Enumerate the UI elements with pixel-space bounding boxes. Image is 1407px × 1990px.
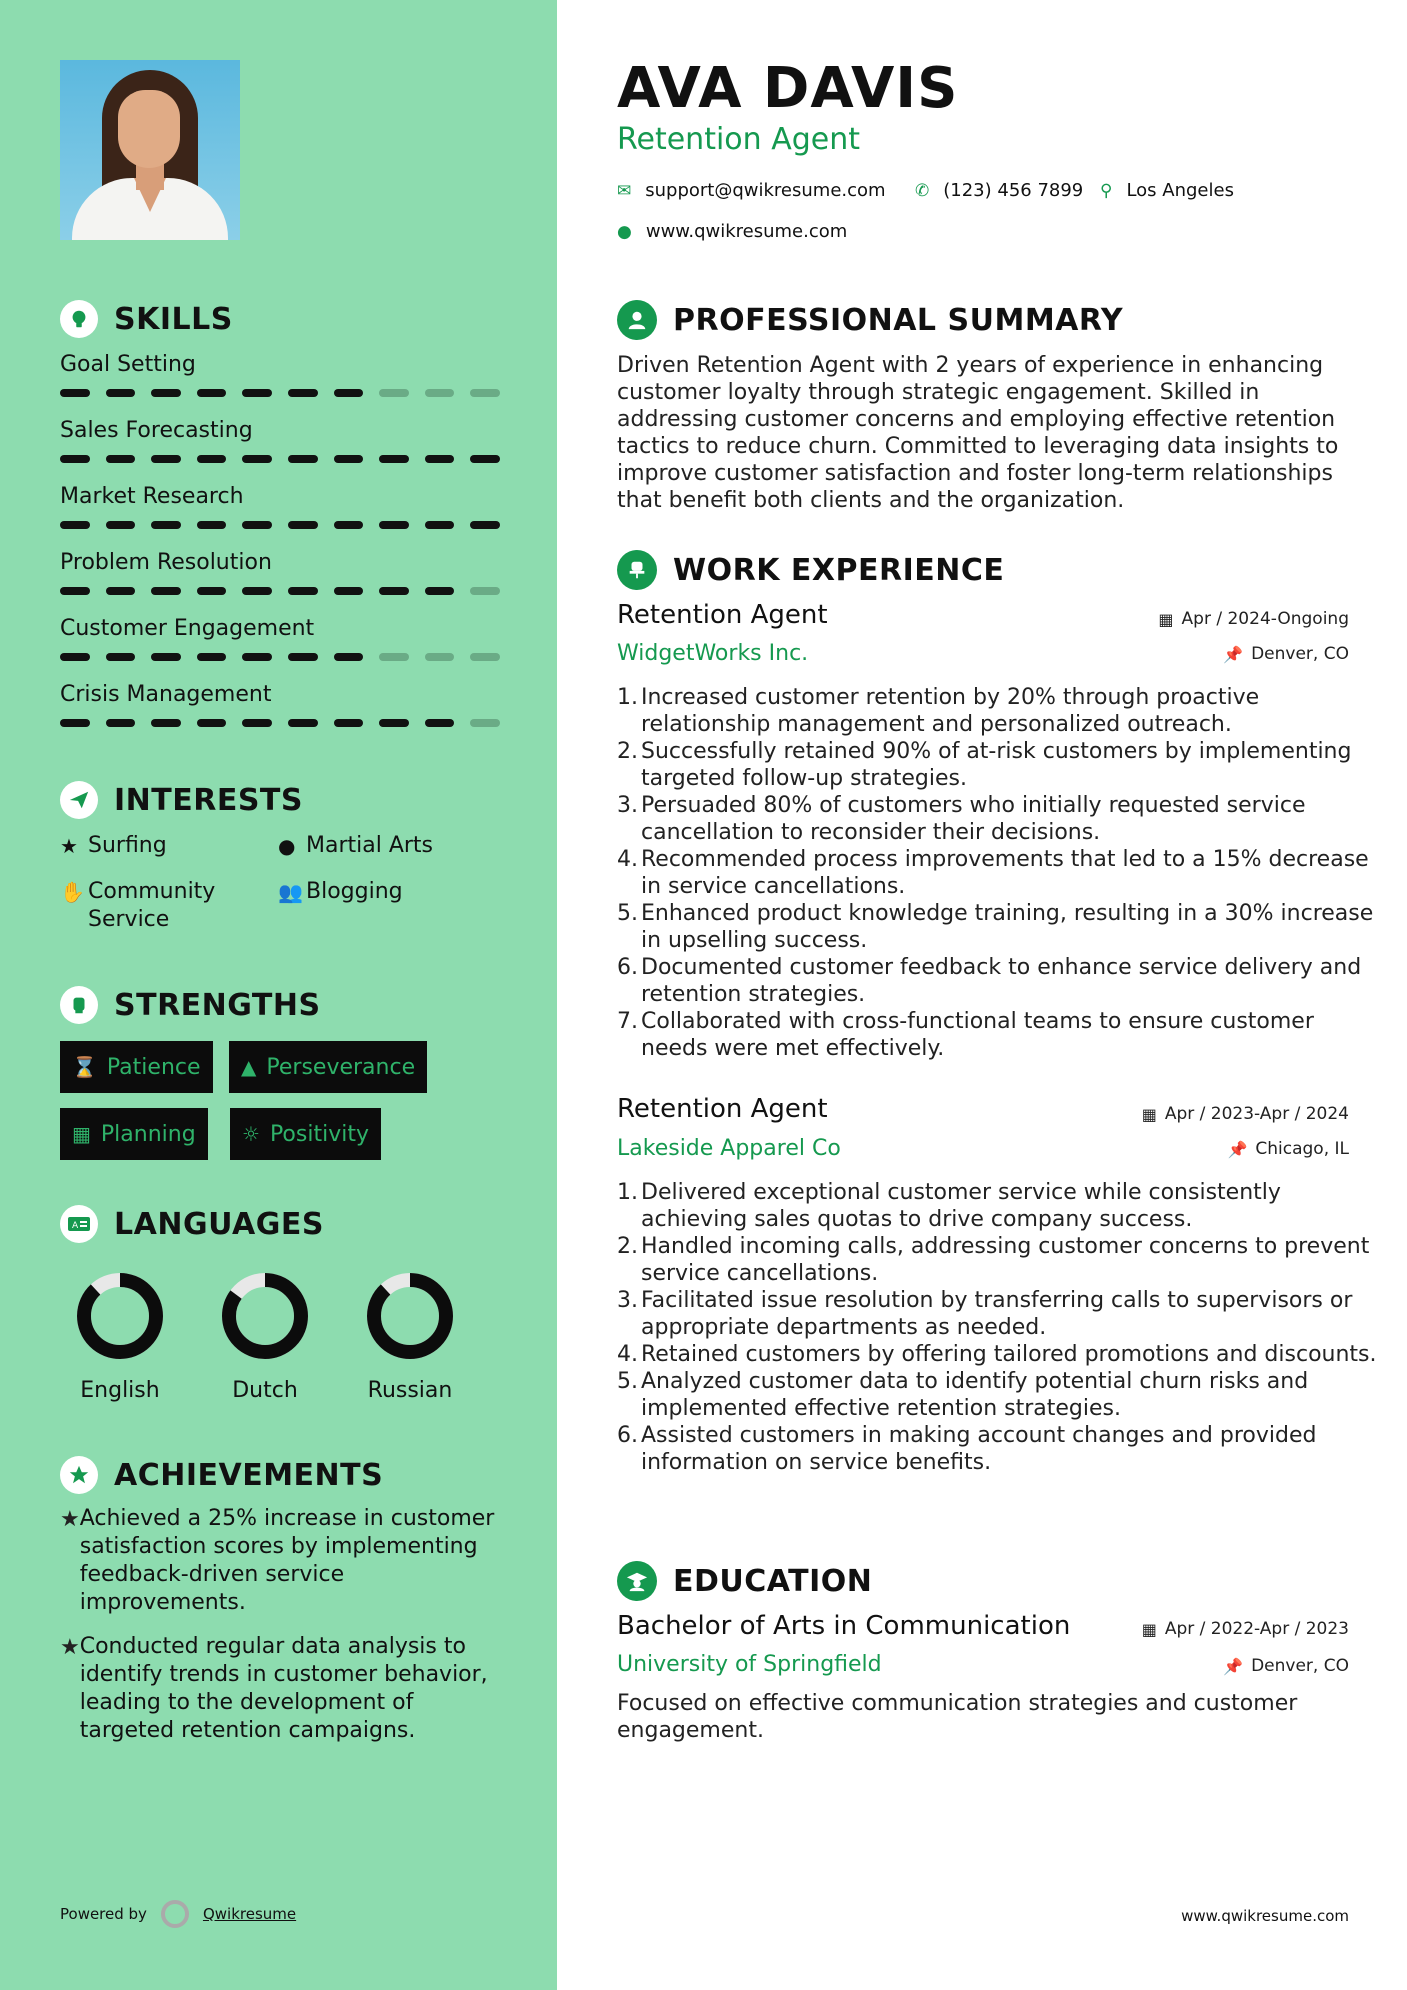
skill-dash	[242, 653, 272, 661]
envelope-icon: ✉	[617, 180, 632, 201]
job-bullet-text: Documented customer feedback to enhance service delivery and retention strategies.	[641, 955, 1362, 1007]
interest-label: Surfing	[88, 833, 167, 858]
job-company: Lakeside Apparel Co	[617, 1136, 841, 1161]
interest-item	[278, 832, 433, 860]
skill-dash	[288, 587, 318, 595]
education-date-text: Apr / 2022-Apr / 2023	[1164, 1619, 1349, 1639]
skill-dash	[106, 455, 136, 463]
job-bullet-text: Collaborated with cross-functional teams to ensure customer needs were met effectively.	[641, 1009, 1314, 1061]
calendar-icon: ▦	[1141, 1104, 1157, 1124]
skill-dash	[470, 719, 500, 727]
calendar-icon: ▦	[1158, 609, 1174, 629]
hourglass-icon: ⌛	[72, 1055, 97, 1079]
hand-icon: ✋	[60, 880, 85, 904]
skill-name: Problem Resolution	[60, 550, 272, 575]
skill-dash	[151, 521, 181, 529]
user-icon	[617, 300, 657, 340]
job-bullet-text: Handled incoming calls, addressing customer concerns to prevent service cancellations.	[641, 1234, 1370, 1286]
interests-header	[60, 781, 303, 819]
job-title: Retention Agent	[617, 600, 828, 630]
language-ring-fill	[84, 1280, 156, 1352]
skill-dash	[106, 521, 136, 529]
candidate-name: AVA DAVIS	[617, 56, 959, 121]
skill-dash	[242, 521, 272, 529]
globe-icon: ●	[278, 834, 296, 858]
svg-text:A: A	[72, 1221, 79, 1231]
skill-name: Customer Engagement	[60, 616, 315, 641]
skill-dash	[151, 389, 181, 397]
website-contact	[617, 221, 847, 242]
skill-dash	[470, 653, 500, 661]
job-bullet: 6. Assisted customers in making account changes and provided information on service benefits.	[617, 1422, 1377, 1476]
skill-dash	[470, 587, 500, 595]
skill-dash	[334, 587, 364, 595]
skill-level-bar	[60, 389, 500, 397]
strength-tag	[229, 1041, 427, 1093]
skill-dash	[379, 587, 409, 595]
language-ring	[362, 1268, 458, 1364]
job-bullet: 3. Facilitated issue resolution by transferring calls to supervisors or appropriate departments as needed.	[617, 1287, 1377, 1341]
job-bullet-text: Recommended process improvements that led to a 15% decrease in service cancellations.	[641, 847, 1369, 899]
road-icon: ▲	[241, 1055, 257, 1079]
experience-title: WORK EXPERIENCE	[673, 552, 1005, 588]
powered-by-label: Powered by	[60, 1905, 147, 1923]
skill-dash	[379, 719, 409, 727]
footer-url[interactable]: www.qwikresume.com	[1181, 1907, 1349, 1925]
job-location-text: Denver, CO	[1251, 644, 1349, 664]
interests-title: INTERESTS	[114, 782, 303, 818]
languages-header	[60, 1205, 324, 1243]
job-location	[1227, 1139, 1349, 1159]
job-bullet: 6. Documented customer feedback to enhance service delivery and retention strategies.	[617, 954, 1377, 1008]
skill-dash	[425, 521, 455, 529]
job-bullet: 5. Enhanced product knowledge training, resulting in a 30% increase in upselling success.	[617, 900, 1377, 954]
skill-dash	[470, 389, 500, 397]
education-location	[1223, 1656, 1349, 1676]
skill-name: Sales Forecasting	[60, 418, 253, 443]
job-bullets	[617, 684, 1377, 1062]
skill-dash	[425, 455, 455, 463]
website-text[interactable]: www.qwikresume.com	[645, 221, 848, 242]
job-date	[1158, 609, 1349, 629]
job-bullet: 1. Increased customer retention by 20% through proactive relationship management and personalized outreach.	[617, 684, 1377, 738]
skill-dash	[379, 653, 409, 661]
skill-level-bar	[60, 719, 500, 727]
job-bullet: 2. Successfully retained 90% of at-risk customers by implementing targeted follow-up strategies.	[617, 738, 1377, 792]
interest-label: Blogging	[306, 879, 403, 904]
office-chair-icon	[617, 550, 657, 590]
candidate-role: Retention Agent	[617, 122, 860, 157]
strengths-header	[60, 986, 321, 1024]
calendar-icon: ▦	[1141, 1619, 1157, 1639]
language-name: Russian	[367, 1378, 453, 1403]
language-item	[60, 1268, 180, 1403]
skill-name: Market Research	[60, 484, 244, 509]
skill-level-bar	[60, 653, 500, 661]
skill-level-bar	[60, 521, 500, 529]
skill-item	[60, 682, 500, 727]
job-bullet-text: Retained customers by offering tailored promotions and discounts.	[641, 1342, 1377, 1367]
job-bullet-text: Facilitated issue resolution by transferring calls to supervisors or appropriate departments as needed.	[641, 1288, 1353, 1340]
education-date	[1142, 1619, 1349, 1639]
skill-dash	[242, 455, 272, 463]
skills-title: SKILLS	[114, 301, 233, 337]
sidebar	[0, 0, 557, 1990]
achievement-text: Conducted regular data analysis to identify trends in customer behavior, leading to the development of targeted retention campaigns.	[79, 1634, 488, 1743]
skill-dash	[151, 455, 181, 463]
skill-dash	[197, 719, 227, 727]
skill-dash	[288, 653, 318, 661]
experience-header	[617, 550, 1004, 590]
pushpin-icon: 📌	[1223, 644, 1244, 664]
language-item	[350, 1268, 470, 1403]
strength-label: Perseverance	[266, 1054, 416, 1080]
language-ring	[217, 1268, 313, 1364]
job-bullet: 2. Handled incoming calls, addressing customer concerns to prevent service cancellations.	[617, 1233, 1377, 1287]
achievements-title: ACHIEVEMENTS	[114, 1457, 384, 1493]
interest-label: Martial Arts	[306, 833, 434, 858]
shooting-star-icon: ★	[60, 1507, 80, 1532]
paper-plane-icon	[60, 781, 98, 819]
skill-dash	[334, 521, 364, 529]
interest-item	[60, 878, 215, 934]
skill-dash	[197, 587, 227, 595]
skill-item	[60, 418, 500, 463]
strength-tag	[60, 1108, 208, 1160]
skill-dash	[106, 587, 136, 595]
trophy-star-icon	[60, 1456, 98, 1494]
skill-dash	[334, 389, 364, 397]
skill-dash	[106, 653, 136, 661]
skill-dash	[470, 521, 500, 529]
skill-dash	[288, 719, 318, 727]
skill-dash	[197, 521, 227, 529]
skill-dash	[60, 719, 90, 727]
skill-dash	[425, 389, 455, 397]
job-bullet: 5. Analyzed customer data to identify potential churn risks and implemented effective retention strategies.	[617, 1368, 1377, 1422]
summary-text: Driven Retention Agent with 2 years of experience in enhancing customer loyalty through strategic engagement. Skilled in addressing customer concerns and employing effective retention tactics to reduce churn. Committed to leveraging data insights to improve customer satisfaction and foster long-term relationships that benefit both clients and the organization.	[617, 353, 1339, 513]
education-header	[617, 1561, 872, 1601]
qwikresume-link[interactable]: Qwikresume	[202, 1905, 297, 1923]
language-name: Dutch	[232, 1378, 298, 1403]
job-bullet: 1. Delivered exceptional customer service while consistently achieving sales quotas to drive company success.	[617, 1179, 1377, 1233]
job-location-text: Chicago, IL	[1255, 1139, 1349, 1159]
skill-dash	[60, 455, 90, 463]
job-bullet-text: Increased customer retention by 20% through proactive relationship management and personalized outreach.	[641, 685, 1260, 737]
strength-label: Planning	[100, 1121, 196, 1147]
skill-dash	[242, 389, 272, 397]
phone-text[interactable]: (123) 456 7899	[943, 180, 1084, 201]
qwikresume-logo-icon	[161, 1900, 189, 1928]
users-icon: 👥	[278, 880, 303, 904]
skill-dash	[106, 719, 136, 727]
skill-dash	[379, 455, 409, 463]
skill-item	[60, 550, 500, 595]
job-bullet-text: Delivered exceptional customer service while consistently achieving sales quotas to drive company success.	[641, 1180, 1281, 1232]
skill-dash	[151, 719, 181, 727]
achievement-item	[60, 1633, 510, 1745]
skill-dash	[197, 653, 227, 661]
shooting-star-icon: ★	[60, 1635, 80, 1660]
language-ring-fill	[374, 1280, 446, 1352]
skill-dash	[106, 389, 136, 397]
skill-name: Goal Setting	[60, 352, 196, 377]
skill-dash	[379, 389, 409, 397]
graduate-icon	[617, 1561, 657, 1601]
skill-dash	[60, 653, 90, 661]
skill-dash	[334, 455, 364, 463]
pushpin-icon: 📌	[1227, 1139, 1248, 1159]
sun-icon: ☼	[242, 1122, 260, 1146]
phone-icon: ✆	[915, 180, 930, 201]
language-name: English	[80, 1378, 160, 1403]
degree-title: Bachelor of Arts in Communication	[617, 1611, 1071, 1641]
skill-dash	[197, 389, 227, 397]
strength-tag	[60, 1041, 213, 1093]
fist-icon	[60, 986, 98, 1024]
skill-level-bar	[60, 455, 500, 463]
education-location-text: Denver, CO	[1251, 1656, 1349, 1676]
interest-item	[60, 832, 167, 860]
email-contact	[617, 180, 886, 201]
achievement-text: Achieved a 25% increase in customer satisfaction scores by implementing feedback-driven service improvements.	[79, 1506, 495, 1615]
skill-dash	[288, 455, 318, 463]
achievement-item	[60, 1505, 510, 1617]
summary-title: PROFESSIONAL SUMMARY	[673, 302, 1124, 338]
job-company: WidgetWorks Inc.	[617, 641, 809, 666]
job-bullet-text: Assisted customers in making account changes and provided information on service benefits.	[641, 1423, 1317, 1475]
lightbulb-icon	[60, 300, 98, 338]
skill-dash	[425, 653, 455, 661]
skill-dash	[60, 587, 90, 595]
main-content	[557, 0, 1407, 1990]
language-item	[205, 1268, 325, 1403]
school-name: University of Springfield	[617, 1652, 882, 1677]
skill-dash	[288, 521, 318, 529]
achievements-header	[60, 1456, 383, 1494]
phone-contact	[915, 180, 1083, 201]
skill-dash	[334, 719, 364, 727]
job-title: Retention Agent	[617, 1094, 828, 1124]
languages-title: LANGUAGES	[114, 1206, 324, 1242]
map-pin-icon: ⚲	[1100, 180, 1113, 201]
job-bullet: 7. Collaborated with cross-functional teams to ensure customer needs were met effectively.	[617, 1008, 1377, 1062]
skill-dash	[242, 587, 272, 595]
language-ring	[72, 1268, 168, 1364]
skills-header	[60, 300, 233, 338]
job-bullet-text: Analyzed customer data to identify potential churn risks and implemented effective retention strategies.	[641, 1369, 1309, 1421]
skill-level-bar	[60, 587, 500, 595]
job-date-text: Apr / 2024-Ongoing	[1181, 609, 1349, 629]
skill-dash	[60, 389, 90, 397]
calendar-icon: ▦	[72, 1122, 91, 1146]
strengths-title: STRENGTHS	[114, 987, 321, 1023]
job-bullet: 3. Persuaded 80% of customers who initially requested service cancellation to reconsider their decisions.	[617, 792, 1377, 846]
skill-dash	[425, 719, 455, 727]
skill-item	[60, 352, 500, 397]
location-contact	[1100, 180, 1234, 201]
skill-dash	[288, 389, 318, 397]
skill-dash	[379, 521, 409, 529]
job-bullet: 4. Recommended process improvements that led to a 15% decrease in service cancellations.	[617, 846, 1377, 900]
job-date-text: Apr / 2023-Apr / 2024	[1164, 1104, 1349, 1124]
language-icon	[60, 1205, 98, 1243]
profile-photo	[60, 60, 240, 240]
skill-dash	[470, 455, 500, 463]
job-bullet-text: Enhanced product knowledge training, resulting in a 30% increase in upselling success.	[641, 901, 1374, 953]
skill-dash	[242, 719, 272, 727]
strength-label: Patience	[106, 1054, 201, 1080]
skill-item	[60, 484, 500, 529]
star-icon: ★	[60, 834, 78, 858]
skill-dash	[334, 653, 364, 661]
job-bullet: 4. Retained customers by offering tailored promotions and discounts.	[617, 1342, 1377, 1367]
strength-label: Positivity	[269, 1121, 369, 1147]
interest-label: Community Service	[88, 879, 216, 932]
education-description: Focused on effective communication strategies and customer engagement.	[617, 1691, 1298, 1743]
job-bullet-text: Persuaded 80% of customers who initially requested service cancellation to reconsider their decisions.	[641, 793, 1306, 845]
powered-by	[60, 1900, 296, 1928]
skill-dash	[151, 587, 181, 595]
interest-item	[278, 878, 403, 906]
strength-tag	[230, 1108, 381, 1160]
skill-dash	[60, 521, 90, 529]
location-text: Los Angeles	[1126, 180, 1234, 201]
job-date	[1142, 1104, 1349, 1124]
job-bullet-text: Successfully retained 90% of at-risk customers by implementing targeted follow-up strategies.	[641, 739, 1352, 791]
email-text[interactable]: support@qwikresume.com	[645, 180, 886, 201]
skill-dash	[151, 653, 181, 661]
skill-name: Crisis Management	[60, 682, 272, 707]
globe-icon: ●	[617, 221, 632, 242]
summary-header	[617, 300, 1123, 340]
education-title: EDUCATION	[673, 1563, 873, 1599]
job-bullets	[617, 1179, 1377, 1476]
job-location	[1223, 644, 1349, 664]
skill-dash	[197, 455, 227, 463]
pushpin-icon: 📌	[1223, 1656, 1244, 1676]
skill-dash	[425, 587, 455, 595]
skill-item	[60, 616, 500, 661]
